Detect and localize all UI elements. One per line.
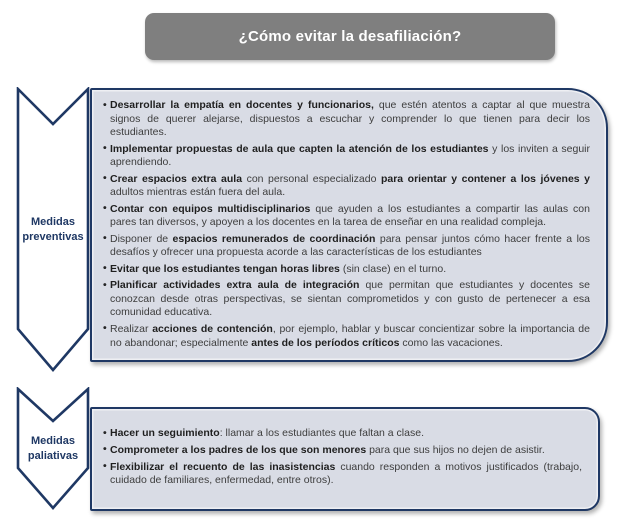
- bullet-item: • Flexibilizar el recuento de las inasistencias cuando responden a motivos justificados (trabajo, cuidado de familiares, enfermedad, entre otros).: [103, 461, 582, 488]
- bullet-item: • Disponer de espacios remunerados de coordinación para pensar juntos cómo hacer frente a los desafíos y ofrecer una propuesta acorde a las características de los estudiantes: [103, 233, 590, 260]
- bullet-item: • Realizar acciones de contención, por ejemplo, hablar y buscar concientizar sobre la importancia de no abandonar; especialmente antes de los períodos críticos como las vacaciones.: [103, 323, 590, 350]
- bullet-item: • Desarrollar la empatía en docentes y funcionarios, que estén atentos a captar al que muestra signos de querer alejarse, dispuestos a escuchar y comprender lo que tienen para decir los estudiantes.: [103, 99, 590, 140]
- section-label-line: Medidas: [30, 216, 75, 229]
- bullet-item: • Evitar que los estudiantes tengan horas libres (sin clase) en el turno.: [103, 263, 590, 277]
- preventive-measures-panel: [90, 88, 608, 362]
- section-label-line: Medidas: [30, 435, 75, 448]
- section-label-line: paliativas: [27, 450, 79, 462]
- preventive-bullet-list: [103, 99, 590, 350]
- section-label-line: preventivas: [22, 231, 84, 243]
- palliative-measures-panel: [90, 407, 600, 511]
- section-label-preventivas: [16, 87, 90, 373]
- bullet-item: • Planificar actividades extra aula de integración que permitan que estudiantes y docentes se conozcan desde otras perspectivas, se sientan comprometidos y con gusto de pertenecer a esa comunidad educativa.: [103, 279, 590, 320]
- bullet-item: • Implementar propuestas de aula que capten la atención de los estudiantes y los inviten a seguir aprendiendo.: [103, 143, 590, 170]
- bullet-item: • Crear espacios extra aula con personal especializado para orientar y contener a los jóvenes y adultos mientras están fuera del aula.: [103, 173, 590, 200]
- chevron-medidas-preventivas: [16, 87, 90, 373]
- chevron-medidas-paliativas: [16, 387, 90, 511]
- title-banner: [145, 13, 555, 60]
- section-label-paliativas: [16, 387, 90, 511]
- page-title: ¿Cómo evitar la desafiliación?: [238, 28, 462, 45]
- bullet-item: • Hacer un seguimiento: llamar a los estudiantes que faltan a clase.: [103, 427, 582, 441]
- bullet-item: • Contar con equipos multidisciplinarios que ayuden a los estudiantes a compartir las aulas con pares tan diversos, y apoyen a los docentes en la tarea de enseñar en una realidad compleja.: [103, 203, 590, 230]
- bullet-item: • Comprometer a los padres de los que son menores para que sus hijos no dejen de asistir.: [103, 444, 582, 458]
- palliative-bullet-list: [103, 427, 582, 490]
